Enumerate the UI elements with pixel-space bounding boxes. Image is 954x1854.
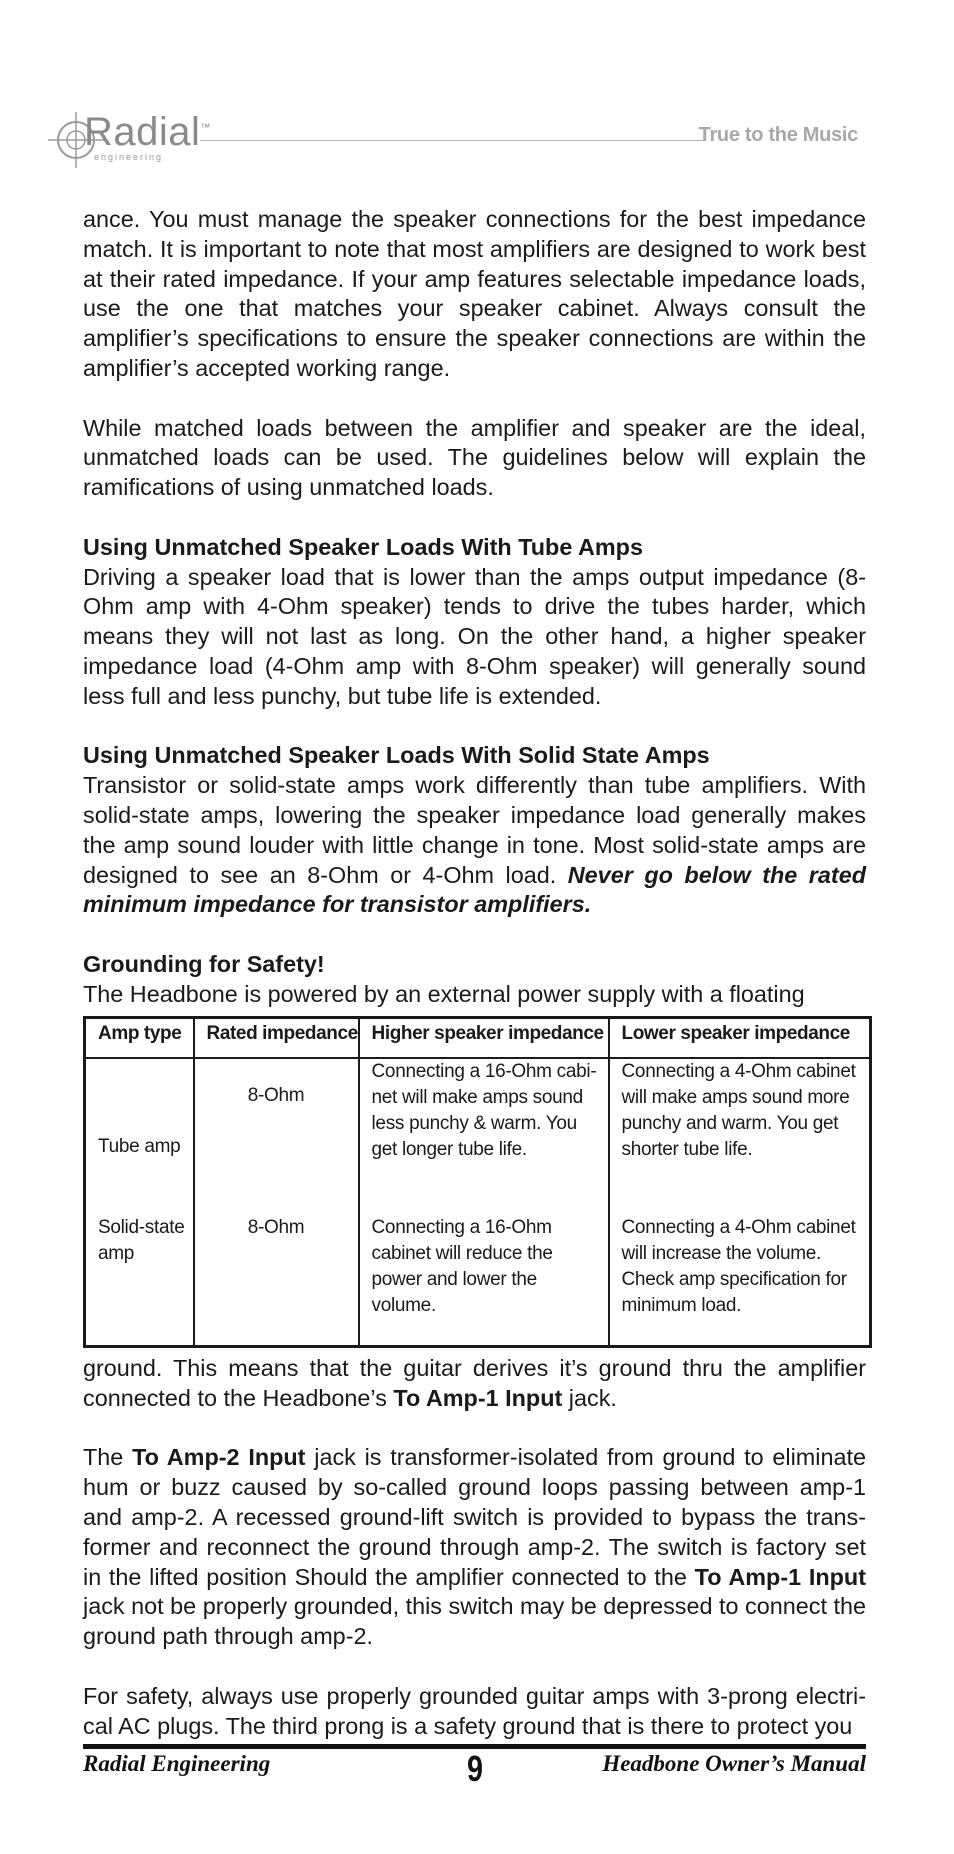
radial-logo (46, 108, 211, 170)
table-cell: Connecting a 16-Ohm cabi-net will make amps sound less punchy & warm. You get longer tube life. (359, 1058, 609, 1211)
paragraph: For safety, always use properly grounded guitar amps with 3-prong electri-cal AC plugs. The third prong is a safety ground that is there to protect you (83, 1682, 866, 1739)
table-row (85, 1211, 871, 1347)
section-heading: Using Unmatched Speaker Loads With Tube Amps (83, 533, 643, 560)
logo-wordmark: Radial™ (84, 110, 211, 154)
body-text-top (83, 205, 866, 1010)
paragraph: ground. This means that the guitar derives it’s ground thru the amplifier connected to the Headbone’s To Amp-1 Input jack. (83, 1355, 866, 1411)
table-cell: Connecting a 4-Ohm cabinet will increase the volume. Check amp specification for minimum load. (609, 1211, 871, 1347)
column-header: Amp type (85, 1018, 194, 1059)
page-header (0, 0, 954, 180)
table-cell: 8-Ohm (194, 1211, 359, 1347)
body-text-bottom (83, 1354, 866, 1741)
page-number: 9 (466, 1748, 484, 1789)
table-cell: Tube amp (85, 1058, 194, 1211)
logo-subtitle: engineering (94, 152, 164, 162)
section-heading: Grounding for Safety! (83, 950, 325, 977)
paragraph: While matched loads between the amplifier and speaker are the ideal, unmatched loads can be used. The guidelines below will explain the ramifications of using unmatched loads. (83, 414, 866, 501)
page-footer (83, 1744, 866, 1814)
header-tagline: True to the Music (698, 124, 858, 146)
header-divider (200, 140, 706, 141)
footer-manual-title: Headbone Owner’s Manual (602, 1751, 866, 1776)
jack-name: To Amp-1 Input (393, 1384, 563, 1411)
table-cell: 8-Ohm (194, 1058, 359, 1211)
paragraph: The To Amp-2 Input jack is transformer-isolated from ground to eliminate hum or buzz caused by so-called ground loops passing between amp-1 and amp-2. A recessed ground-lift switch is provided to bypass the trans-former and reconnect the ground through amp-2. The switch is factory set in the lifted position Should the amplifier connected to the To Amp-1 Input jack not be properly grounded, this switch may be depressed to connect the ground path through amp-2. (83, 1444, 866, 1650)
table-header-row (85, 1018, 871, 1059)
jack-name: To Amp-2 Input (132, 1444, 306, 1471)
paragraph: The Headbone is powered by an external power supply with a floating (83, 980, 805, 1007)
jack-name: To Amp-1 Input (694, 1563, 866, 1590)
section-heading: Using Unmatched Speaker Loads With Solid State Amps (83, 742, 710, 769)
column-header: Higher speaker impedance (359, 1018, 609, 1059)
table-row (85, 1058, 871, 1211)
warning-text: Never go below the rated minimum impedance for transistor amplifiers. (83, 861, 866, 918)
paragraph: ance. You must manage the speaker connections for the best impedance match. It is important to note that most amplifiers are designed to work best at their rated impedance. If your amp features selectable impedance loads, use the one that matches your speaker cabinet. Always consult the amplifier’s specifications to ensure the speaker connections are within the amplifier’s accepted working range. (83, 206, 866, 381)
paragraph: Driving a speaker load that is lower than the amps output impedance (8-Ohm amp with 4-Ohm speaker) tends to drive the tubes harder, which means they will not last as long. On the other hand, a higher speaker impedance load (4-Ohm amp with 8-Ohm speaker) will generally sound less full and less punchy, but tube life is extended. (83, 563, 866, 709)
table-cell: Solid-state amp (85, 1211, 194, 1347)
impedance-table (83, 1016, 872, 1348)
footer-company: Radial Engineering (83, 1751, 271, 1776)
column-header: Rated impedance (194, 1018, 359, 1059)
table-cell: Connecting a 4-Ohm cabinet will make amps sound more punchy and warm. You get shorter tube life. (609, 1058, 871, 1211)
paragraph: Transistor or solid-state amps work differently than tube amplifiers. With solid-state amps, lowering the speaker impedance load generally makes the amp sound louder with little change in tone. Most solid-state amps are designed to see an 8-Ohm or 4-Ohm load. Never go below the rated minimum impedance for transistor amplifiers. (83, 772, 866, 918)
column-header: Lower speaker impedance (609, 1018, 871, 1059)
table-cell: Connecting a 16-Ohm cabinet will reduce the power and lower the volume. (359, 1211, 609, 1347)
